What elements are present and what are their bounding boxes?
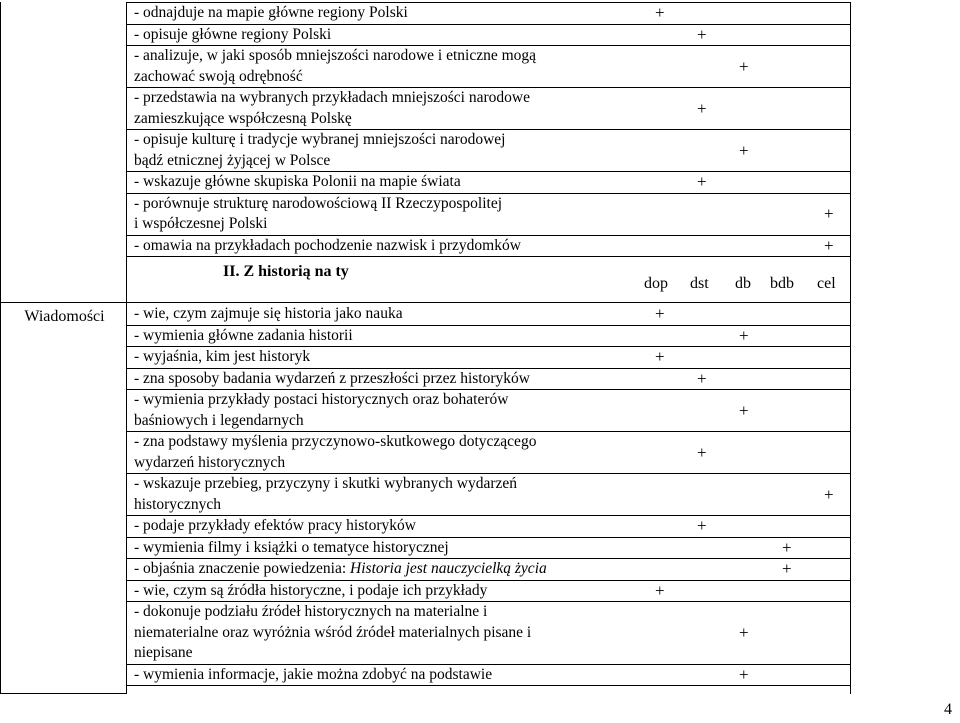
criteria-row bbox=[127, 390, 851, 432]
criteria-row bbox=[127, 46, 851, 88]
criterion-text: - odnajduje na mapie główne regiony Polski bbox=[134, 4, 408, 21]
criteria-row bbox=[127, 172, 851, 194]
criterion-text: - wie, czym są źródła historyczne, i podaje ich przykłady bbox=[134, 581, 488, 599]
grade-header-db: db bbox=[735, 275, 751, 292]
grade-mark-cel: + bbox=[824, 204, 834, 223]
criteria-row bbox=[127, 130, 851, 172]
section-heading-row bbox=[127, 263, 851, 303]
criteria-row bbox=[127, 602, 851, 665]
grade-header-bdb: bdb bbox=[770, 275, 794, 292]
grade-mark-bdb: + bbox=[782, 559, 792, 579]
criteria-row bbox=[127, 368, 851, 390]
criterion-text: zamieszkujące współczesną Polskę bbox=[134, 109, 352, 127]
criterion-text-prefix: - objaśnia znaczenie powiedzenia: bbox=[134, 560, 351, 577]
criterion-text: niematerialne oraz wyróżnia wśród źródeł materialnych pisane i bbox=[134, 623, 532, 641]
criterion-text: - przedstawia na wybranych przykładach mniejszości narodowe bbox=[134, 89, 530, 106]
grade-mark-dst: + bbox=[697, 368, 707, 388]
grade-mark-db: + bbox=[739, 325, 749, 345]
criterion-text: - podaje przykłady efektów pracy historyków bbox=[134, 517, 416, 534]
criteria-row bbox=[127, 325, 851, 347]
criterion-text: - wymienia informacje, jakie można zdobyć na podstawie bbox=[134, 665, 493, 683]
criteria-row bbox=[127, 432, 851, 474]
section-label: Wiadomości bbox=[24, 308, 105, 325]
grade-header-cel: cel bbox=[817, 275, 836, 292]
category-column bbox=[0, 2, 127, 694]
section-divider bbox=[0, 302, 851, 303]
page-number: 4 bbox=[944, 701, 952, 718]
criterion-text: - analizuje, w jaki sposób mniejszości narodowe i etniczne mogą bbox=[134, 47, 537, 64]
criteria-row bbox=[127, 664, 851, 686]
criterion-text: - omawia na przykładach pochodzenie nazwisk i przydomków bbox=[134, 236, 521, 254]
criterion-text: - opisuje główne regiony Polski bbox=[134, 25, 332, 43]
grade-mark-dop: + bbox=[655, 3, 665, 23]
criterion-text: baśniowych i legendarnych bbox=[134, 411, 304, 429]
criteria-table-top bbox=[127, 3, 851, 257]
grade-mark-dop: + bbox=[655, 580, 665, 600]
criterion-text: - wskazuje główne skupiska Polonii na mapie świata bbox=[134, 173, 461, 190]
criteria-row bbox=[127, 24, 851, 46]
criterion-text: - dokonuje podziału źródeł historycznych na materialne i bbox=[134, 603, 488, 620]
grade-mark-db: + bbox=[739, 622, 749, 642]
grade-mark-db: + bbox=[739, 400, 749, 420]
criteria-row bbox=[127, 88, 851, 130]
grade-mark-cel: + bbox=[824, 235, 834, 255]
criterion-text: niepisane bbox=[134, 644, 193, 661]
grade-mark-dst: + bbox=[697, 442, 707, 462]
criteria-row bbox=[127, 347, 851, 369]
grade-mark-bdb: + bbox=[782, 537, 792, 557]
criterion-text: - wskazuje przebieg, przyczyny i skutki wybranych wydarzeń bbox=[134, 475, 518, 492]
criterion-text bbox=[134, 559, 851, 580]
grade-mark-db: + bbox=[739, 664, 749, 684]
criterion-text: - wymienia przykłady postaci historycznych oraz bohaterów bbox=[134, 391, 509, 408]
criteria-row bbox=[127, 304, 851, 325]
criteria-row bbox=[127, 235, 851, 257]
grade-mark-dst: + bbox=[697, 172, 707, 192]
grade-header-dst: dst bbox=[690, 275, 709, 292]
grade-mark-dst: + bbox=[697, 98, 707, 118]
criterion-text: zachować swoją odrębność bbox=[134, 67, 303, 85]
criterion-text: - porównuje strukturę narodowościową II Rzeczypospolitej bbox=[134, 194, 503, 212]
grade-mark-dop: + bbox=[655, 304, 665, 324]
grade-mark-dst: + bbox=[697, 24, 707, 44]
grade-mark-dst: + bbox=[697, 516, 707, 536]
criterion-text: - opisuje kulturę i tradycje wybranej mniejszości narodowej bbox=[134, 131, 506, 148]
criterion-text: wydarzeń historycznych bbox=[134, 453, 286, 471]
criteria-row bbox=[127, 559, 851, 581]
criteria-row bbox=[127, 193, 851, 235]
grade-mark-cel: + bbox=[824, 484, 834, 504]
criterion-text: i współczesnej Polski bbox=[134, 215, 268, 232]
criteria-row bbox=[127, 516, 851, 538]
criteria-row bbox=[127, 537, 851, 559]
grade-header-dop: dop bbox=[644, 275, 668, 292]
criterion-text: - wyjaśnia, kim jest historyk bbox=[134, 348, 311, 365]
quoted-saying: Historia jest nauczycielką życia bbox=[350, 560, 547, 577]
criterion-text: - wymienia główne zadania historii bbox=[134, 326, 353, 344]
criterion-text: bądź etnicznej żyjącej w Polsce bbox=[134, 151, 331, 169]
criteria-table-bottom bbox=[127, 304, 851, 686]
criterion-text: - zna sposoby badania wydarzeń z przeszłości przez historyków bbox=[134, 369, 530, 387]
criterion-text: historycznych bbox=[134, 495, 221, 513]
grade-mark-db: + bbox=[739, 140, 749, 160]
criteria-row bbox=[127, 474, 851, 516]
criterion-text: - zna podstawy myślenia przyczynowo-skutkowego dotyczącego bbox=[134, 433, 537, 450]
criteria-row bbox=[127, 3, 851, 24]
criterion-text: - wie, czym zajmuje się historia jako nauka bbox=[134, 305, 403, 322]
criterion-text: - wymienia filmy i książki o tematyce historycznej bbox=[134, 538, 449, 556]
criteria-row bbox=[127, 580, 851, 602]
grade-mark-dop: + bbox=[655, 347, 665, 367]
section-heading: II. Z historią na ty bbox=[223, 263, 349, 280]
grade-mark-db: + bbox=[739, 56, 749, 76]
